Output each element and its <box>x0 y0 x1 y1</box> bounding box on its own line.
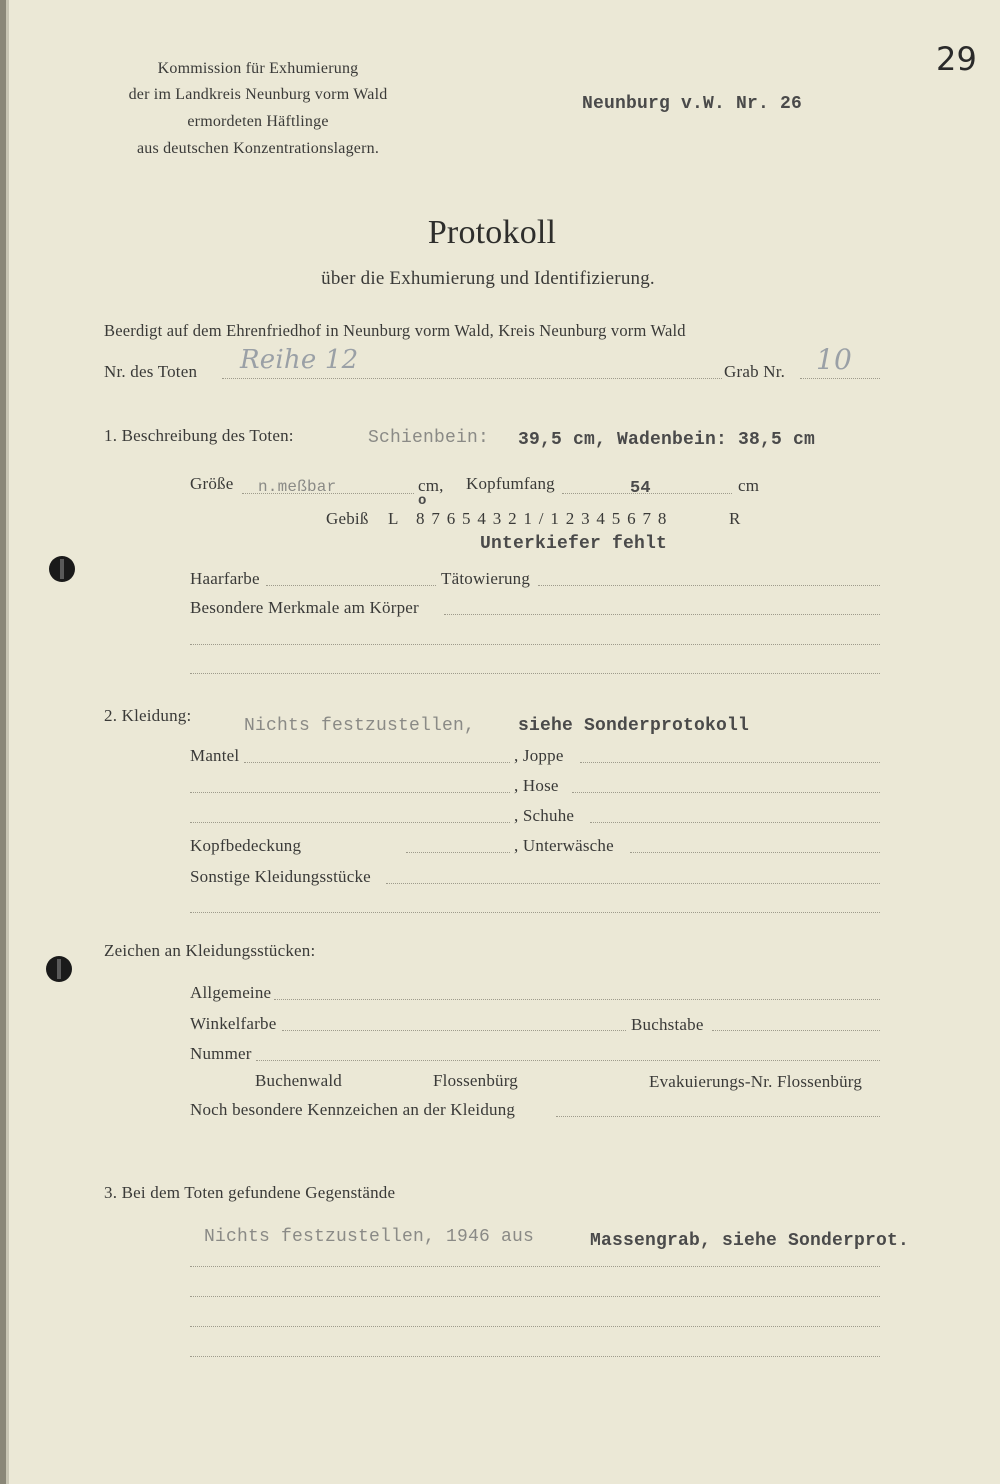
dotted-line <box>630 852 880 853</box>
gebiss-teeth: 8 7 6 5 4 3 2 1 / 1 2 3 4 5 6 7 8 <box>416 509 668 528</box>
dotted-line <box>580 762 880 763</box>
dotted-line <box>256 1060 880 1061</box>
punch-hole-icon <box>49 556 75 582</box>
dotted-line <box>572 792 880 793</box>
groesse-label: Größe <box>190 474 234 493</box>
merkmale-label: Besondere Merkmale am Körper <box>190 598 419 617</box>
haarfarbe-label: Haarfarbe <box>190 569 260 588</box>
dotted-line <box>190 1326 880 1327</box>
commission-line-1: Kommission für Exhumierung <box>157 60 359 77</box>
schuhe-label: , Schuhe <box>514 806 575 825</box>
groesse-value: n.meßbar <box>258 478 337 496</box>
dotted-line <box>274 999 880 1000</box>
commission-line-3: ermordeten Häftlinge <box>187 113 329 130</box>
dotted-line <box>712 1030 880 1031</box>
section-3-typed: Massengrab, siehe Sonderprot. <box>590 1231 910 1251</box>
section-1-label: 1. Beschreibung des Toten: <box>104 426 294 445</box>
dead-number-label: Nr. des Toten <box>104 362 198 381</box>
section-2-typed: siehe Sonderprotokoll <box>518 716 750 736</box>
dotted-line <box>222 378 722 379</box>
dotted-line <box>244 762 510 763</box>
dotted-line <box>190 912 880 913</box>
section-1-typed-faded: Schienbein: <box>368 428 490 448</box>
commission-line-2: der im Landkreis Neunburg vorm Wald <box>128 86 388 103</box>
commission-line-4: aus deutschen Konzentrationslagern. <box>136 140 380 157</box>
hose-label: , Hose <box>514 776 559 795</box>
section-2-typed-faded: Nichts festzustellen, <box>244 716 476 736</box>
section-3-typed-faded: Nichts festzustellen, 1946 aus <box>204 1227 535 1247</box>
page-number: 29 <box>936 40 978 78</box>
zeichen-label: Zeichen an Kleidungsstücken: <box>104 941 316 960</box>
flossenbuerg-label: Flossenbürg <box>433 1071 519 1090</box>
section-2-label: 2. Kleidung: <box>104 706 192 725</box>
cm-unit-1: cm, <box>418 476 444 495</box>
dotted-line <box>590 822 880 823</box>
reference-number: Neunburg v.W. Nr. 26 <box>582 94 803 114</box>
grave-number-label: Grab Nr. <box>724 362 786 381</box>
joppe-label: , Joppe <box>514 746 564 765</box>
punch-hole-icon <box>46 956 72 982</box>
kopfumfang-value: 54 <box>630 479 651 498</box>
dotted-line <box>800 378 880 379</box>
section-3-label: 3. Bei dem Toten gefundene Gegenstände <box>104 1183 396 1202</box>
grave-number-value: 10 <box>816 343 853 376</box>
dotted-line <box>190 644 880 645</box>
gebiss-right: R <box>729 509 741 528</box>
dotted-line <box>538 585 880 586</box>
nummer-label: Nummer <box>190 1044 252 1063</box>
document-title: Protokoll <box>427 214 557 251</box>
gebiss-mark: o <box>418 493 427 509</box>
winkelfarbe-label: Winkelfarbe <box>190 1014 277 1033</box>
dotted-line <box>444 614 880 615</box>
dotted-line <box>266 585 436 586</box>
dotted-line <box>190 673 880 674</box>
dotted-line <box>190 1296 880 1297</box>
gebiss-label: Gebiß <box>326 509 369 528</box>
dotted-line <box>190 792 510 793</box>
dotted-line <box>562 493 732 494</box>
sonstige-label: Sonstige Kleidungsstücke <box>190 867 371 886</box>
kennzeichen-label: Noch besondere Kennzeichen an der Kleidung <box>190 1100 516 1119</box>
page-edge-highlight <box>6 0 9 1484</box>
dotted-line <box>556 1116 880 1117</box>
dotted-line <box>386 883 880 884</box>
unterkiefer-note: Unterkiefer fehlt <box>480 534 668 554</box>
cm-unit-2: cm <box>738 476 760 495</box>
evakuierung-label: Evakuierungs-Nr. Flossenbürg <box>649 1072 863 1091</box>
taetowierung-label: Tätowierung <box>441 569 531 588</box>
dotted-line <box>406 852 510 853</box>
document-subtitle: über die Exhumierung und Identifizierung. <box>321 268 655 289</box>
allgemeine-label: Allgemeine <box>190 983 272 1002</box>
dotted-line <box>190 1356 880 1357</box>
dotted-line <box>190 822 510 823</box>
dotted-line <box>282 1030 626 1031</box>
buchenwald-label: Buchenwald <box>255 1071 342 1090</box>
kopfumfang-label: Kopfumfang <box>466 474 555 493</box>
gebiss-left: L <box>388 509 399 528</box>
mantel-label: Mantel <box>190 746 240 765</box>
dead-number-value: Reihe 12 <box>240 345 359 375</box>
dotted-line <box>190 1266 880 1267</box>
buchstabe-label: Buchstabe <box>631 1015 704 1034</box>
unterwaesche-label: , Unterwäsche <box>514 836 614 855</box>
section-1-typed-measures: 39,5 cm, Wadenbein: 38,5 cm <box>518 430 816 450</box>
kopfbedeckung-label: Kopfbedeckung <box>190 836 302 855</box>
burial-place: Beerdigt auf dem Ehrenfriedhof in Neunburg vorm Wald, Kreis Neunburg vorm Wald <box>104 321 686 340</box>
dotted-line <box>242 493 414 494</box>
